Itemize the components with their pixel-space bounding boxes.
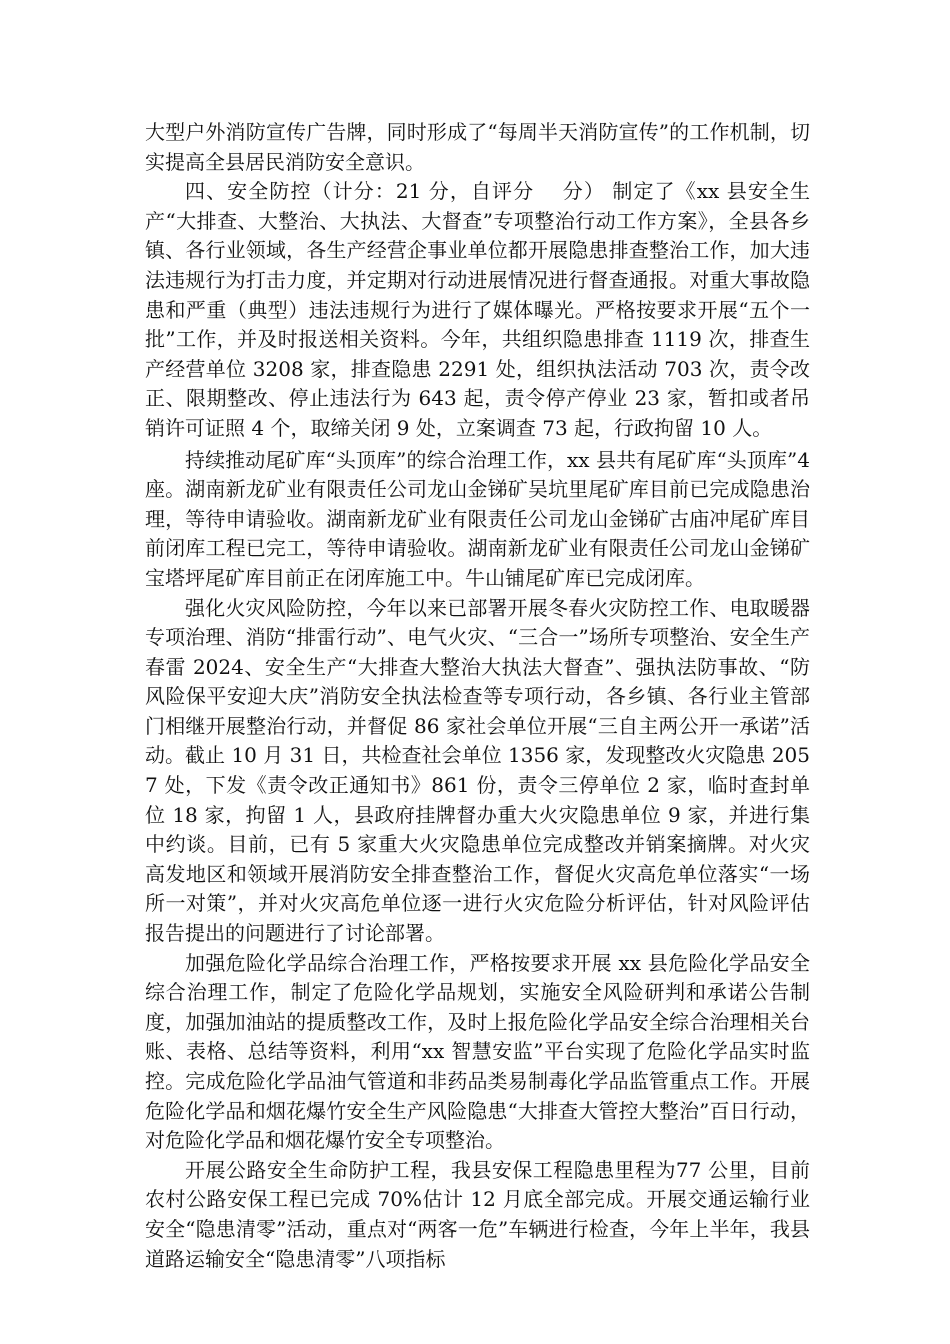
paragraph-safety-control: 四、安全防控（计分：21 分，自评分 分） 制定了《xx 县安全生产“大排查、大整治、大执法、大督查”专项整治行动工作方案》，全县各乡镇、各行业领域，各生产经营企事业单位都开展隐患排查整治工作，加大违法违规行为打击力度，并定期对行动进展情况进行督查通报。对重大事故隐患和严重（典型）违法违规行为进行了媒体曝光。严格按要求开展“五个一批”工作，并及时报送相关资料。今年，共组织隐患排查 1119 次，排查生产经营单位 3208 家，排查隐患 2291 处，组织执法活动 703 次，责令改正、限期整改、停止违法行为 643 起，责令停产停业 23 家，暂扣或者吊销许可证照 4 个，取缔关闭 9 处，立案调查 73 起，行政拘留 10 人。 (145, 179, 810, 440)
paragraph-hazardous-chemicals: 加强危险化学品综合治理工作，严格按要求开展 xx 县危险化学品安全综合治理工作，制定了危险化学品规划，实施安全风险研判和承诺公告制度，加强加油站的提质整改工作，及时上报危险化学品安全综合治理相关台账、表格、总结等资料，利用“xx 智慧安监”平台实现了危险化学品实时监控。完成危险化学品油气管道和非药品类易制毒化学品监管重点工作。开展危险化学品和烟花爆竹安全生产风险隐患“大排查大管控大整治”百日行动，对危险化学品和烟花爆竹安全专项整治。 (145, 950, 810, 1153)
paragraph-tailings-pond: 持续推动尾矿库“头顶库”的综合治理工作，xx 县共有尾矿库“头顶库”4 座。湖南新龙矿业有限责任公司龙山金锑矿吴坑里尾矿库目前已完成隐患治理，等待申请验收。湖南新龙矿业有限责任公司龙山金锑矿古庙冲尾矿库目前闭库工程已完工，等待申请验收。湖南新龙矿业有限责任公司龙山金锑矿宝塔坪尾矿库目前正在闭库施工中。牛山铺尾矿库已完成闭库。 (145, 447, 810, 590)
paragraph-road-safety: 开展公路安全生命防护工程，我县安保工程隐患里程为77 公里，目前农村公路安保工程已完成 70%估计 12 月底全部完成。开展交通运输行业安全“隐患清零”活动，重点对“两客一危”车辆进行检查，今年上半年，我县道路运输安全“隐患清零”八项指标 (145, 1157, 810, 1271)
paragraph-fire-risk: 强化火灾风险防控，今年以来已部署开展冬春火灾防控工作、电取暖器专项治理、消防“排雷行动”、电气火灾、“三合一”场所专项整治、安全生产春雷 2024、安全生产“大排查大整治大执法大督查”、强执法防事故、“防风险保平安迎大庆”消防安全执法检查等专项行动，各乡镇、各行业主管部门相继开展整治行动，并督促 86 家社会单位开展“三自主两公开一承诺”活动。截止 10 月 31 日，共检查社会单位 1356 家，发现整改火灾隐患 2057 处，下发《责令改正通知书》861 份，责令三停单位 2 家，临时查封单位 18 家，拘留 1 人，县政府挂牌督办重大火灾隐患单位 9 家，并进行集中约谈。目前，已有 5 家重大火灾隐患单位完成整改并销案摘牌。对火灾高发地区和领域开展消防安全排查整治工作，督促火灾高危单位落实“一场所一对策”，并对火灾高危单位逐一进行火灾危险分析评估，针对风险评估报告提出的问题进行了讨论部署。 (145, 595, 810, 946)
paragraph-fire-publicity: 大型户外消防宣传广告牌，同时形成了“每周半天消防宣传”的工作机制，切实提高全县居民消防安全意识。 (145, 120, 810, 174)
document-body (145, 118, 810, 1274)
